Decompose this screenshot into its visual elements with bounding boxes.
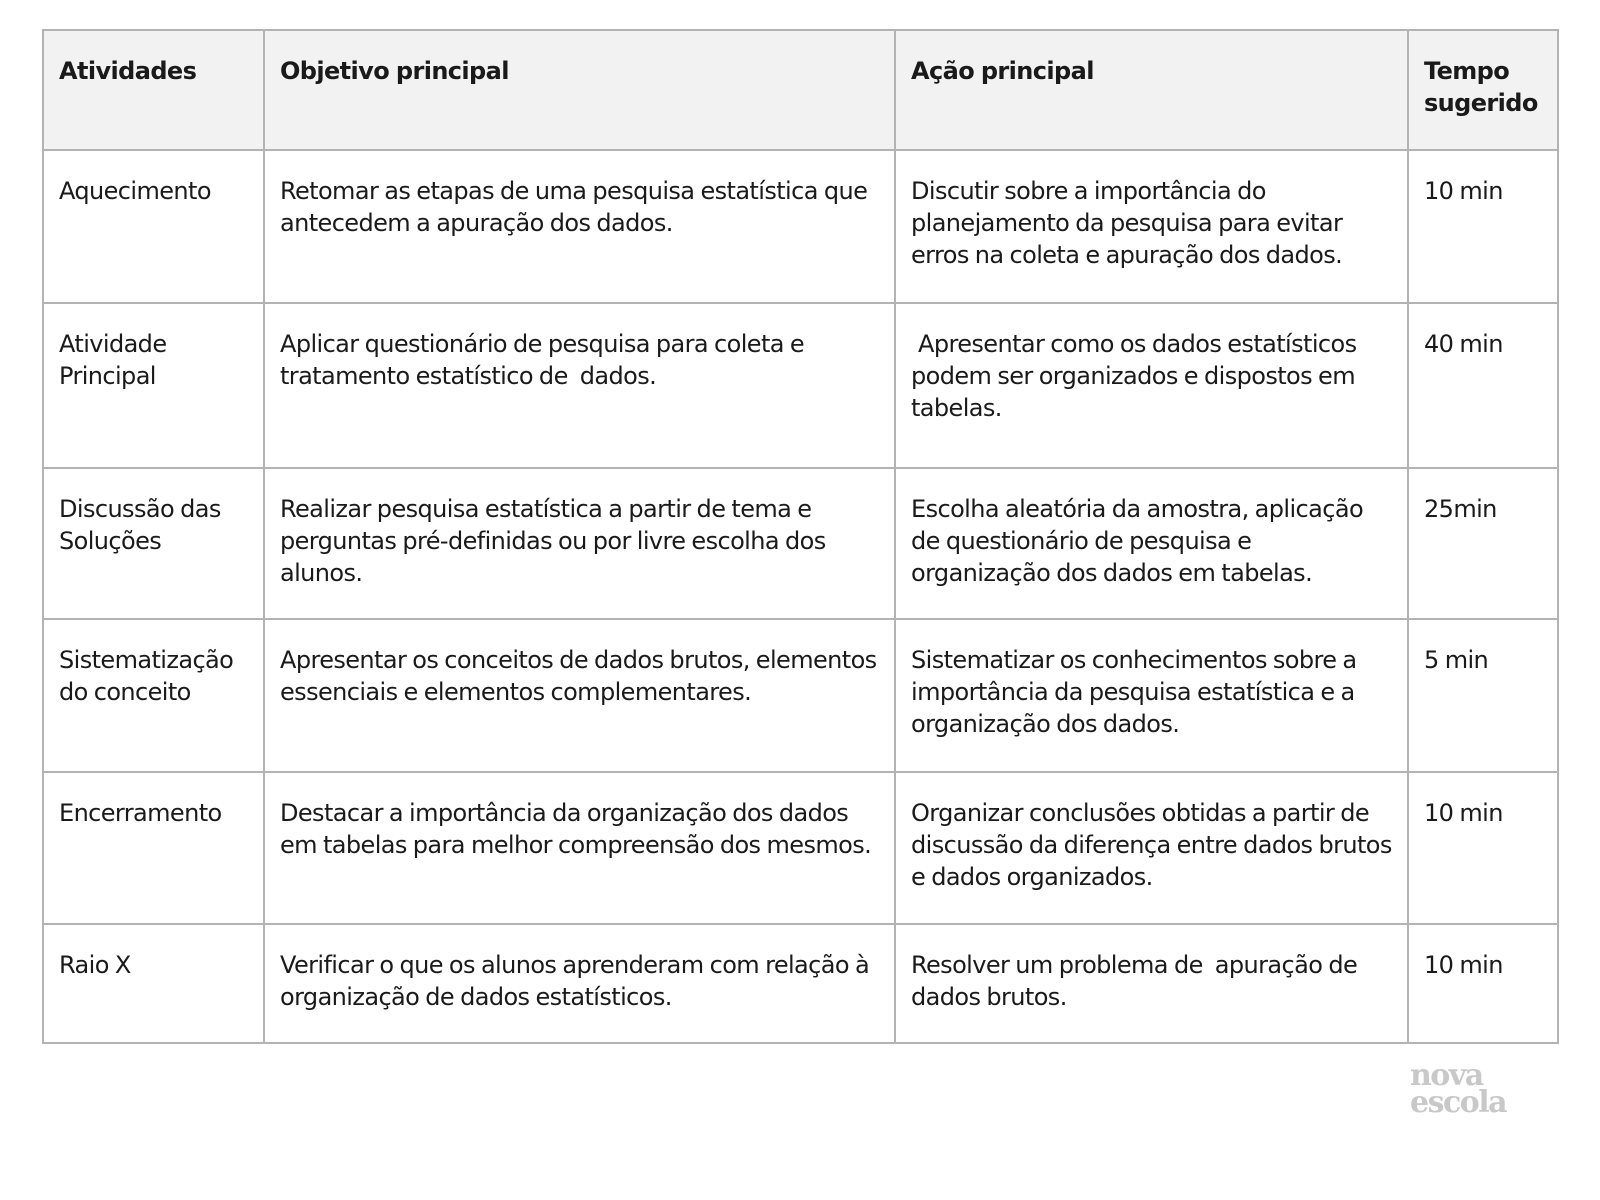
cell-acao: Sistematizar os conhecimentos sobre a importância da pesquisa estatística e a organização dos dados. [895,619,1408,772]
header-acao: Ação principal [895,30,1408,150]
cell-acao: Escolha aleatória da amostra, aplicação de questionário de pesquisa e organização dos dados em tabelas. [895,468,1408,619]
cell-atividade: Atividade Principal [43,303,264,468]
cell-tempo: 40 min [1408,303,1558,468]
header-tempo: Tempo sugerido [1408,30,1558,150]
cell-objetivo: Verificar o que os alunos aprenderam com relação à organização de dados estatísticos. [264,924,895,1043]
cell-atividade: Aquecimento [43,150,264,303]
logo-line-2: escola [1410,1085,1507,1120]
cell-acao: Resolver um problema de apuração de dados brutos. [895,924,1408,1043]
cell-objetivo: Realizar pesquisa estatística a partir de tema e perguntas pré-definidas ou por livre escolha dos alunos. [264,468,895,619]
activities-table [42,29,1559,1044]
cell-objetivo: Apresentar os conceitos de dados brutos, elementos essenciais e elementos complementares. [264,619,895,772]
cell-tempo: 10 min [1408,772,1558,924]
cell-objetivo: Destacar a importância da organização dos dados em tabelas para melhor compreensão dos mesmos. [264,772,895,924]
cell-atividade: Discussão das Soluções [43,468,264,619]
cell-tempo: 10 min [1408,924,1558,1043]
nova-escola-logo [1410,1058,1507,1120]
header-objetivo: Objetivo principal [264,30,895,150]
header-atividades: Atividades [43,30,264,150]
cell-tempo: 10 min [1408,150,1558,303]
table-header-row [43,30,1558,150]
cell-atividade: Encerramento [43,772,264,924]
cell-tempo: 25min [1408,468,1558,619]
table-row [43,924,1558,1043]
cell-acao: Organizar conclusões obtidas a partir de discussão da diferença entre dados brutos e dados organizados. [895,772,1408,924]
cell-atividade: Sistematização do conceito [43,619,264,772]
cell-tempo: 5 min [1408,619,1558,772]
logo-line-1: nova [1410,1058,1483,1093]
cell-atividade: Raio X [43,924,264,1043]
table-row [43,303,1558,468]
table-row [43,468,1558,619]
cell-acao: Discutir sobre a importância do planejamento da pesquisa para evitar erros na coleta e apuração dos dados. [895,150,1408,303]
table-row [43,619,1558,772]
cell-objetivo: Retomar as etapas de uma pesquisa estatística que antecedem a apuração dos dados. [264,150,895,303]
table-row [43,150,1558,303]
cell-acao: Apresentar como os dados estatísticos podem ser organizados e dispostos em tabelas. [895,303,1408,468]
table-row [43,772,1558,924]
cell-objetivo: Aplicar questionário de pesquisa para coleta e tratamento estatístico de dados. [264,303,895,468]
